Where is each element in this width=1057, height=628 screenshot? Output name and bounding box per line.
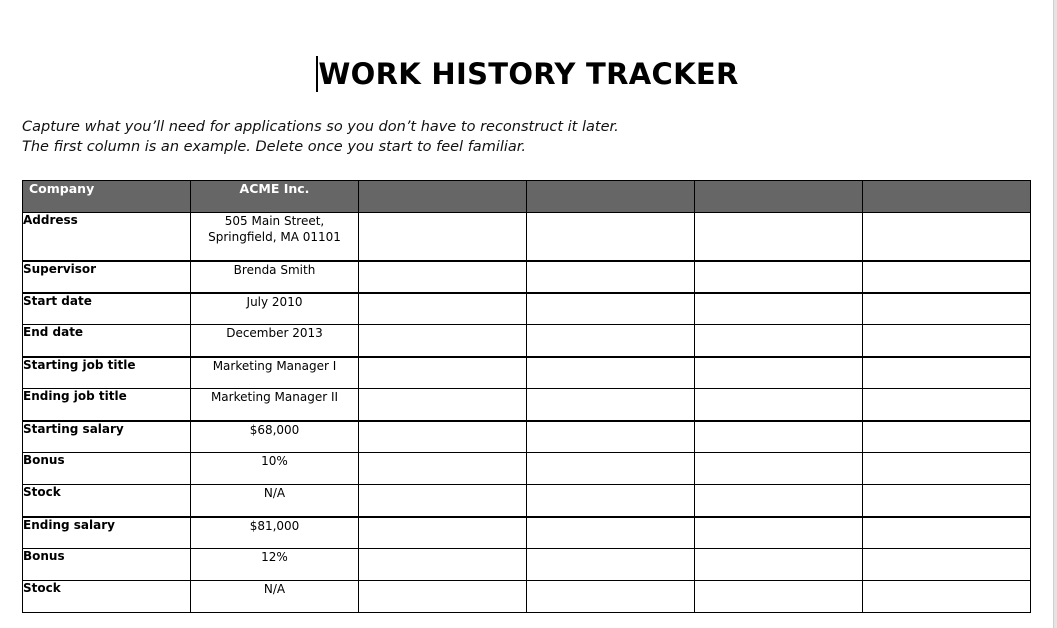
empty-cell[interactable]: [695, 453, 863, 485]
empty-cell[interactable]: [863, 293, 1031, 325]
empty-cell[interactable]: [527, 357, 695, 389]
empty-cell[interactable]: [863, 549, 1031, 581]
example-value[interactable]: 10%: [191, 453, 359, 485]
empty-cell[interactable]: [359, 213, 527, 261]
row-label[interactable]: Stock: [23, 485, 191, 517]
empty-cell[interactable]: [863, 325, 1031, 357]
row-label[interactable]: Starting job title: [23, 357, 191, 389]
empty-cell[interactable]: [695, 213, 863, 261]
row-label[interactable]: Supervisor: [23, 261, 191, 293]
row-label[interactable]: Starting salary: [23, 421, 191, 453]
work-history-table: [22, 180, 1031, 613]
example-value[interactable]: 12%: [191, 549, 359, 581]
table-header-row: [23, 181, 1031, 213]
empty-cell[interactable]: [863, 421, 1031, 453]
empty-cell[interactable]: [695, 357, 863, 389]
table-row-bonus: [23, 549, 1031, 581]
address-line-1: 505 Main Street,: [224, 214, 325, 228]
example-value[interactable]: Marketing Manager I: [191, 357, 359, 389]
empty-cell[interactable]: [527, 213, 695, 261]
row-label[interactable]: Bonus: [23, 453, 191, 485]
header-company-cell[interactable]: [359, 181, 527, 213]
empty-cell[interactable]: [863, 453, 1031, 485]
table-row-bonus: [23, 453, 1031, 485]
empty-cell[interactable]: [695, 485, 863, 517]
empty-cell[interactable]: [863, 261, 1031, 293]
example-value[interactable]: $68,000: [191, 421, 359, 453]
empty-cell[interactable]: [695, 549, 863, 581]
empty-cell[interactable]: [359, 389, 527, 421]
row-label[interactable]: Bonus: [23, 549, 191, 581]
empty-cell[interactable]: [359, 453, 527, 485]
table-row-end-date: [23, 325, 1031, 357]
empty-cell[interactable]: [359, 357, 527, 389]
empty-cell[interactable]: [527, 421, 695, 453]
table-row-address: [23, 213, 1031, 261]
page-title[interactable]: [318, 52, 738, 96]
empty-cell[interactable]: [527, 389, 695, 421]
row-label[interactable]: Stock: [23, 581, 191, 613]
row-label[interactable]: End date: [23, 325, 191, 357]
empty-cell[interactable]: [695, 581, 863, 613]
row-label[interactable]: Ending job title: [23, 389, 191, 421]
example-value[interactable]: July 2010: [191, 293, 359, 325]
intro-line-2: The first column is an example. Delete once you start to feel familiar.: [22, 139, 527, 155]
table-row-starting-salary: [23, 421, 1031, 453]
page-title-text: WORK HISTORY TRACKER: [318, 57, 739, 91]
title-container: [0, 52, 1057, 96]
header-company-label[interactable]: Company: [23, 181, 191, 213]
empty-cell[interactable]: [527, 485, 695, 517]
header-example-company[interactable]: ACME Inc.: [191, 181, 359, 213]
empty-cell[interactable]: [863, 357, 1031, 389]
empty-cell[interactable]: [695, 421, 863, 453]
text-cursor: [316, 56, 318, 92]
table-row-stock: [23, 485, 1031, 517]
example-value[interactable]: N/A: [191, 485, 359, 517]
empty-cell[interactable]: [863, 485, 1031, 517]
empty-cell[interactable]: [527, 261, 695, 293]
empty-cell[interactable]: [527, 581, 695, 613]
empty-cell[interactable]: [695, 325, 863, 357]
empty-cell[interactable]: [695, 517, 863, 549]
example-value[interactable]: Brenda Smith: [191, 261, 359, 293]
empty-cell[interactable]: [359, 485, 527, 517]
empty-cell[interactable]: [527, 293, 695, 325]
empty-cell[interactable]: [359, 421, 527, 453]
example-value[interactable]: $81,000: [191, 517, 359, 549]
table-row-starting-job-title: [23, 357, 1031, 389]
empty-cell[interactable]: [863, 517, 1031, 549]
table-row-ending-job-title: [23, 389, 1031, 421]
table-row-ending-salary: [23, 517, 1031, 549]
empty-cell[interactable]: [359, 261, 527, 293]
empty-cell[interactable]: [695, 389, 863, 421]
intro-line-1: Capture what you’ll need for applications so you don’t have to reconstruct it later.: [22, 119, 619, 135]
empty-cell[interactable]: [863, 389, 1031, 421]
table-row-stock: [23, 581, 1031, 613]
empty-cell[interactable]: [527, 325, 695, 357]
row-label[interactable]: Address: [23, 213, 191, 261]
empty-cell[interactable]: [863, 581, 1031, 613]
address-line-2: Springfield, MA 01101: [208, 230, 341, 244]
empty-cell[interactable]: [359, 325, 527, 357]
empty-cell[interactable]: [359, 517, 527, 549]
empty-cell[interactable]: [863, 213, 1031, 261]
header-company-cell[interactable]: [527, 181, 695, 213]
table-row-start-date: [23, 293, 1031, 325]
header-company-cell[interactable]: [863, 181, 1031, 213]
example-value[interactable]: Marketing Manager II: [191, 389, 359, 421]
empty-cell[interactable]: [359, 293, 527, 325]
example-value[interactable]: N/A: [191, 581, 359, 613]
header-company-cell[interactable]: [695, 181, 863, 213]
empty-cell[interactable]: [359, 549, 527, 581]
empty-cell[interactable]: [695, 293, 863, 325]
empty-cell[interactable]: [527, 453, 695, 485]
empty-cell[interactable]: [527, 517, 695, 549]
empty-cell[interactable]: [527, 549, 695, 581]
row-label[interactable]: Start date: [23, 293, 191, 325]
example-value[interactable]: [191, 213, 359, 261]
empty-cell[interactable]: [359, 581, 527, 613]
row-label[interactable]: Ending salary: [23, 517, 191, 549]
intro-text[interactable]: [22, 117, 619, 157]
empty-cell[interactable]: [695, 261, 863, 293]
table-row-supervisor: [23, 261, 1031, 293]
example-value[interactable]: December 2013: [191, 325, 359, 357]
